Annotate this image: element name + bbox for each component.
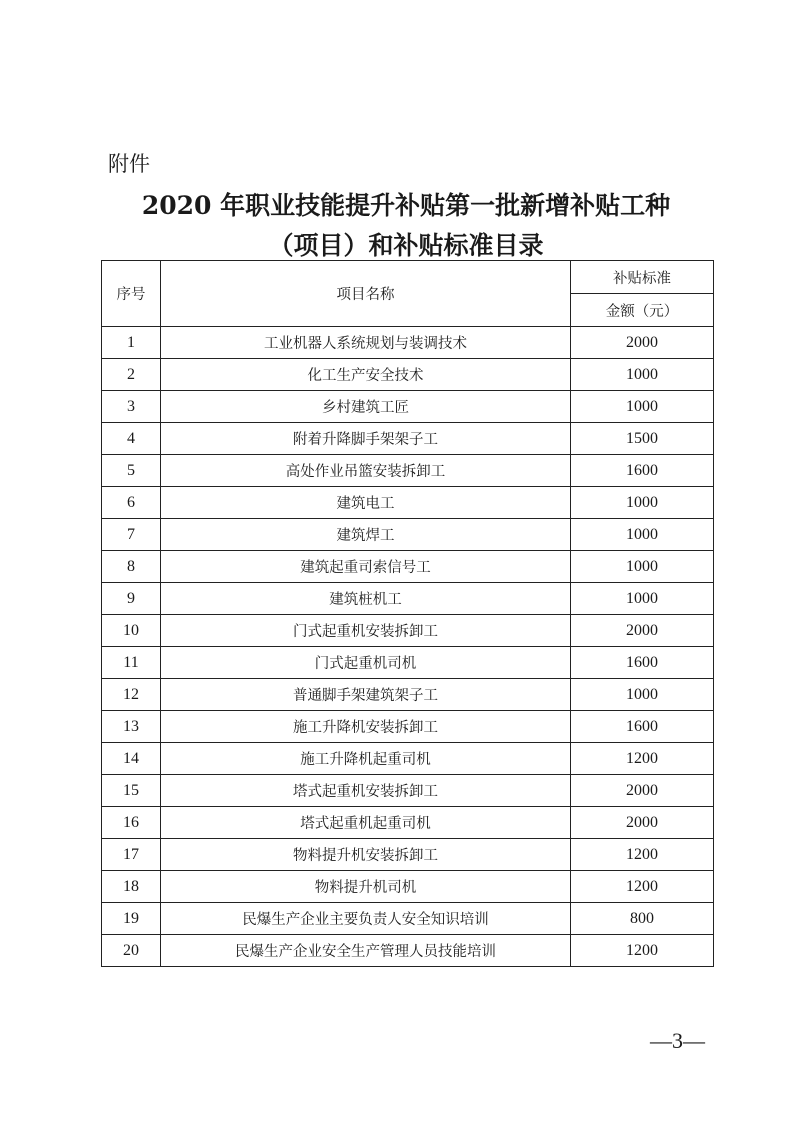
attachment-label: 附件 xyxy=(108,152,150,176)
row-amount-cell: 1000 xyxy=(571,551,714,583)
table-row xyxy=(102,583,714,615)
row-index-cell: 3 xyxy=(102,391,161,423)
header-project-name: 项目名称 xyxy=(161,261,571,327)
table-row xyxy=(102,711,714,743)
row-index-cell: 14 xyxy=(102,743,161,775)
row-index-cell: 15 xyxy=(102,775,161,807)
row-project-name-cell: 施工升降机安装拆卸工 xyxy=(161,711,571,743)
row-index-cell: 13 xyxy=(102,711,161,743)
table-row xyxy=(102,391,714,423)
table-row xyxy=(102,679,714,711)
row-amount-cell: 1000 xyxy=(571,679,714,711)
row-project-name-cell: 建筑焊工 xyxy=(161,519,571,551)
row-project-name-cell: 建筑桩机工 xyxy=(161,583,571,615)
row-index-cell: 9 xyxy=(102,583,161,615)
table-row xyxy=(102,519,714,551)
row-amount-cell: 1000 xyxy=(571,487,714,519)
row-index-cell: 11 xyxy=(102,647,161,679)
row-project-name-cell: 建筑起重司索信号工 xyxy=(161,551,571,583)
row-project-name-cell: 物料提升机安装拆卸工 xyxy=(161,839,571,871)
row-index-cell: 17 xyxy=(102,839,161,871)
row-project-name-cell: 施工升降机起重司机 xyxy=(161,743,571,775)
subsidy-table xyxy=(101,260,714,967)
row-index-cell: 5 xyxy=(102,455,161,487)
table-body xyxy=(102,327,714,967)
table-row xyxy=(102,807,714,839)
row-project-name-cell: 民爆生产企业安全生产管理人员技能培训 xyxy=(161,935,571,967)
row-amount-cell: 2000 xyxy=(571,615,714,647)
table-row xyxy=(102,903,714,935)
row-amount-cell: 2000 xyxy=(571,327,714,359)
page-number: —3— xyxy=(650,1028,705,1053)
row-amount-cell: 1500 xyxy=(571,423,714,455)
row-amount-cell: 2000 xyxy=(571,775,714,807)
row-index-cell: 4 xyxy=(102,423,161,455)
header-amount: 金额（元） xyxy=(571,294,714,327)
row-index-cell: 16 xyxy=(102,807,161,839)
header-subsidy-standard: 补贴标准 xyxy=(571,261,714,294)
table-row xyxy=(102,455,714,487)
row-project-name-cell: 塔式起重机起重司机 xyxy=(161,807,571,839)
row-project-name-cell: 民爆生产企业主要负责人安全知识培训 xyxy=(161,903,571,935)
row-amount-cell: 800 xyxy=(571,903,714,935)
header-index: 序号 xyxy=(102,261,161,327)
table-row xyxy=(102,871,714,903)
row-amount-cell: 1000 xyxy=(571,519,714,551)
table-row xyxy=(102,327,714,359)
row-index-cell: 2 xyxy=(102,359,161,391)
table-row xyxy=(102,647,714,679)
row-amount-cell: 1600 xyxy=(571,455,714,487)
row-index-cell: 12 xyxy=(102,679,161,711)
row-amount-cell: 1200 xyxy=(571,935,714,967)
row-amount-cell: 1600 xyxy=(571,647,714,679)
row-project-name-cell: 普通脚手架建筑架子工 xyxy=(161,679,571,711)
row-project-name-cell: 塔式起重机安装拆卸工 xyxy=(161,775,571,807)
row-index-cell: 7 xyxy=(102,519,161,551)
table-header xyxy=(102,261,714,327)
row-index-cell: 6 xyxy=(102,487,161,519)
row-amount-cell: 2000 xyxy=(571,807,714,839)
row-index-cell: 18 xyxy=(102,871,161,903)
row-amount-cell: 1200 xyxy=(571,839,714,871)
row-index-cell: 20 xyxy=(102,935,161,967)
row-project-name-cell: 建筑电工 xyxy=(161,487,571,519)
row-project-name-cell: 乡村建筑工匠 xyxy=(161,391,571,423)
table-row xyxy=(102,839,714,871)
row-project-name-cell: 门式起重机司机 xyxy=(161,647,571,679)
table-row xyxy=(102,935,714,967)
row-index-cell: 8 xyxy=(102,551,161,583)
row-project-name-cell: 门式起重机安装拆卸工 xyxy=(161,615,571,647)
row-index-cell: 19 xyxy=(102,903,161,935)
row-amount-cell: 1200 xyxy=(571,871,714,903)
row-project-name-cell: 工业机器人系统规划与装调技术 xyxy=(161,327,571,359)
row-amount-cell: 1000 xyxy=(571,391,714,423)
table-row xyxy=(102,359,714,391)
row-index-cell: 10 xyxy=(102,615,161,647)
table-row xyxy=(102,551,714,583)
row-amount-cell: 1000 xyxy=(571,583,714,615)
row-amount-cell: 1600 xyxy=(571,711,714,743)
row-project-name-cell: 高处作业吊篮安装拆卸工 xyxy=(161,455,571,487)
row-index-cell: 1 xyxy=(102,327,161,359)
row-project-name-cell: 化工生产安全技术 xyxy=(161,359,571,391)
table-row xyxy=(102,615,714,647)
document-title-line-2: （项目）和补贴标准目录 xyxy=(268,231,544,260)
document-title-line-1: 2020 年职业技能提升补贴第一批新增补贴工种 xyxy=(141,191,671,220)
table-row xyxy=(102,423,714,455)
table-row xyxy=(102,775,714,807)
table-row xyxy=(102,487,714,519)
table-row xyxy=(102,743,714,775)
row-project-name-cell: 附着升降脚手架架子工 xyxy=(161,423,571,455)
row-amount-cell: 1200 xyxy=(571,743,714,775)
row-project-name-cell: 物料提升机司机 xyxy=(161,871,571,903)
row-amount-cell: 1000 xyxy=(571,359,714,391)
